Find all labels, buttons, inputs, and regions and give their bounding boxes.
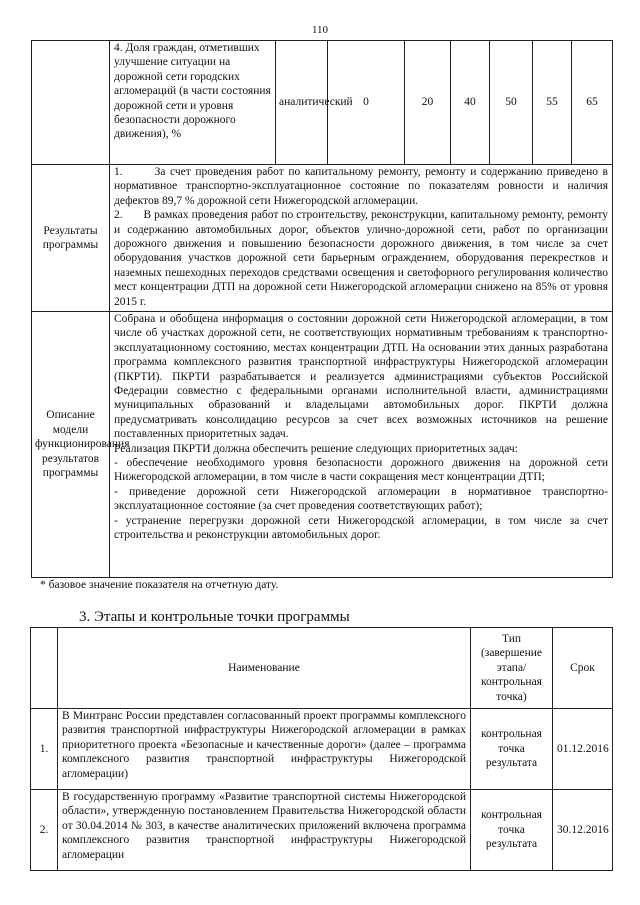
row-number: 2. [31, 790, 58, 871]
indicator-value: 65 [572, 41, 613, 165]
results-row [32, 165, 613, 312]
model-label: Описание модели функционирования результатов программы [32, 312, 110, 578]
row-deadline: 30.12.2016 [553, 790, 613, 871]
indicator-name: 4. Доля граждан, отметивших улучшение ситуации на дорожной сети городских агломераций (в части состояния дорожной сети и уровня безопасности дорожного движения), % [110, 41, 276, 165]
table-row [31, 709, 613, 790]
indicator-value: 20 [405, 41, 451, 165]
header-num-cell [31, 628, 58, 709]
results-text [110, 165, 613, 312]
footnote: * базовое значение показателя на отчетную дату. [40, 579, 279, 591]
model-list-item: - приведение дорожной сети Нижегородской агломерации в нормативное транспортно-эксплуатационное состояние (за счет проведения соответствующих работ); [114, 485, 608, 513]
results-paragraph-1: 1. За счет проведения работ по капитальному ремонту, ремонту и содержанию приведено в нормативное транспортно-эксплуатационное состояние по показателям ровности и наличия дефектов 89,7 % дорожной сети Нижегородской агломерации. [114, 166, 608, 207]
row-name: В государственную программу «Развитие транспортной системы Нижегородской области», утвержденную постановлением Правительства Нижегородской области от 30.04.2014 № 303, в качестве аналитических приложений включена программа комплексного развития транспортной инфраструктуры Нижегородской агломерации [58, 790, 471, 871]
row-name: В Минтранс России представлен согласованный проект программы комплексного развития транспортной инфраструктуры Нижегородской агломерации в рамках приоритетного проекта «Безопасные и качественные дороги» (далее – программа комплексного развития транспортной инфраструктуры Нижегородской агломерации) [58, 709, 471, 790]
program-table [31, 40, 613, 578]
indicator-value: 55 [533, 41, 572, 165]
results-label: Результаты программы [32, 165, 110, 312]
row-deadline: 01.12.2016 [553, 709, 613, 790]
header-name: Наименование [58, 628, 471, 709]
indicator-type: аналитический [276, 41, 328, 165]
indicator-value: 0 [328, 41, 405, 165]
header-deadline: Срок [553, 628, 613, 709]
results-paragraph-2: 2. В рамках проведения работ по строительству, реконструкции, капитальному ремонту, ремонту и содержанию автомобильных дорог, объектов улично-дорожной сети, работ по организации дорожного движения и повышению безопасности дорожного движения, в том числе за счет оборудования участков дорожной сети барьерным ограждением, оборудования перекрестков и наземных пешеходных переходов средствами освещения и светофорного регулирования количество мест концентрации ДТП на дорожной сети Нижегородской агломерации снижено на 85% от уровня 2015 г. [114, 209, 608, 308]
model-text [110, 312, 613, 578]
header-row [31, 628, 613, 709]
indicator-value: 50 [490, 41, 533, 165]
model-list-item: - устранение перегрузки дорожной сети Нижегородской агломерации, в том числе за счет строительства и реконструкции автомобильных дорог. [114, 514, 608, 542]
row-type: контрольная точка результата [471, 790, 553, 871]
header-type: Тип (завершение этапа/ контрольная точка) [471, 628, 553, 709]
model-row [32, 312, 613, 578]
table-row [31, 790, 613, 871]
model-paragraph: Собрана и обобщена информация о состоянии дорожной сети Нижегородской агломерации, в том числе об участках дорожной сети, не соответствующих нормативным требованиям к транспортно-эксплуатационному состоянию, местах концентрации ДТП. На основании этих данных разработана программа комплексного развития транспортной инфраструктуры Нижегородской агломерации (ПКРТИ). ПКРТИ разрабатывается и реализуется администрациями субъектов Российской Федерации совместно с федеральными органами исполнительной власти, администрациями муниципальных образований и владельцами автомобильных дорог. ПКРТИ должна предусматривать консолидацию ресурсов за счет всех возможных источников на решение поставленных приоритетных задач. [114, 313, 608, 441]
indicator-row [32, 41, 613, 165]
model-paragraph: Реализация ПКРТИ должна обеспечить решение следующих приоритетных задач: [114, 442, 518, 455]
indicator-empty-cell [32, 41, 110, 165]
milestones-table [30, 627, 613, 871]
indicator-value: 40 [451, 41, 490, 165]
section-title: 3. Этапы и контрольные точки программы [79, 609, 350, 625]
row-type: контрольная точка результата [471, 709, 553, 790]
row-number: 1. [31, 709, 58, 790]
model-list-item: - обеспечение необходимого уровня безопасности дорожного движения на дорожной сети Нижегородской агломерации, в том числе в части сокращения мест концентрации ДТП; [114, 457, 608, 484]
page-number: 110 [311, 24, 329, 36]
